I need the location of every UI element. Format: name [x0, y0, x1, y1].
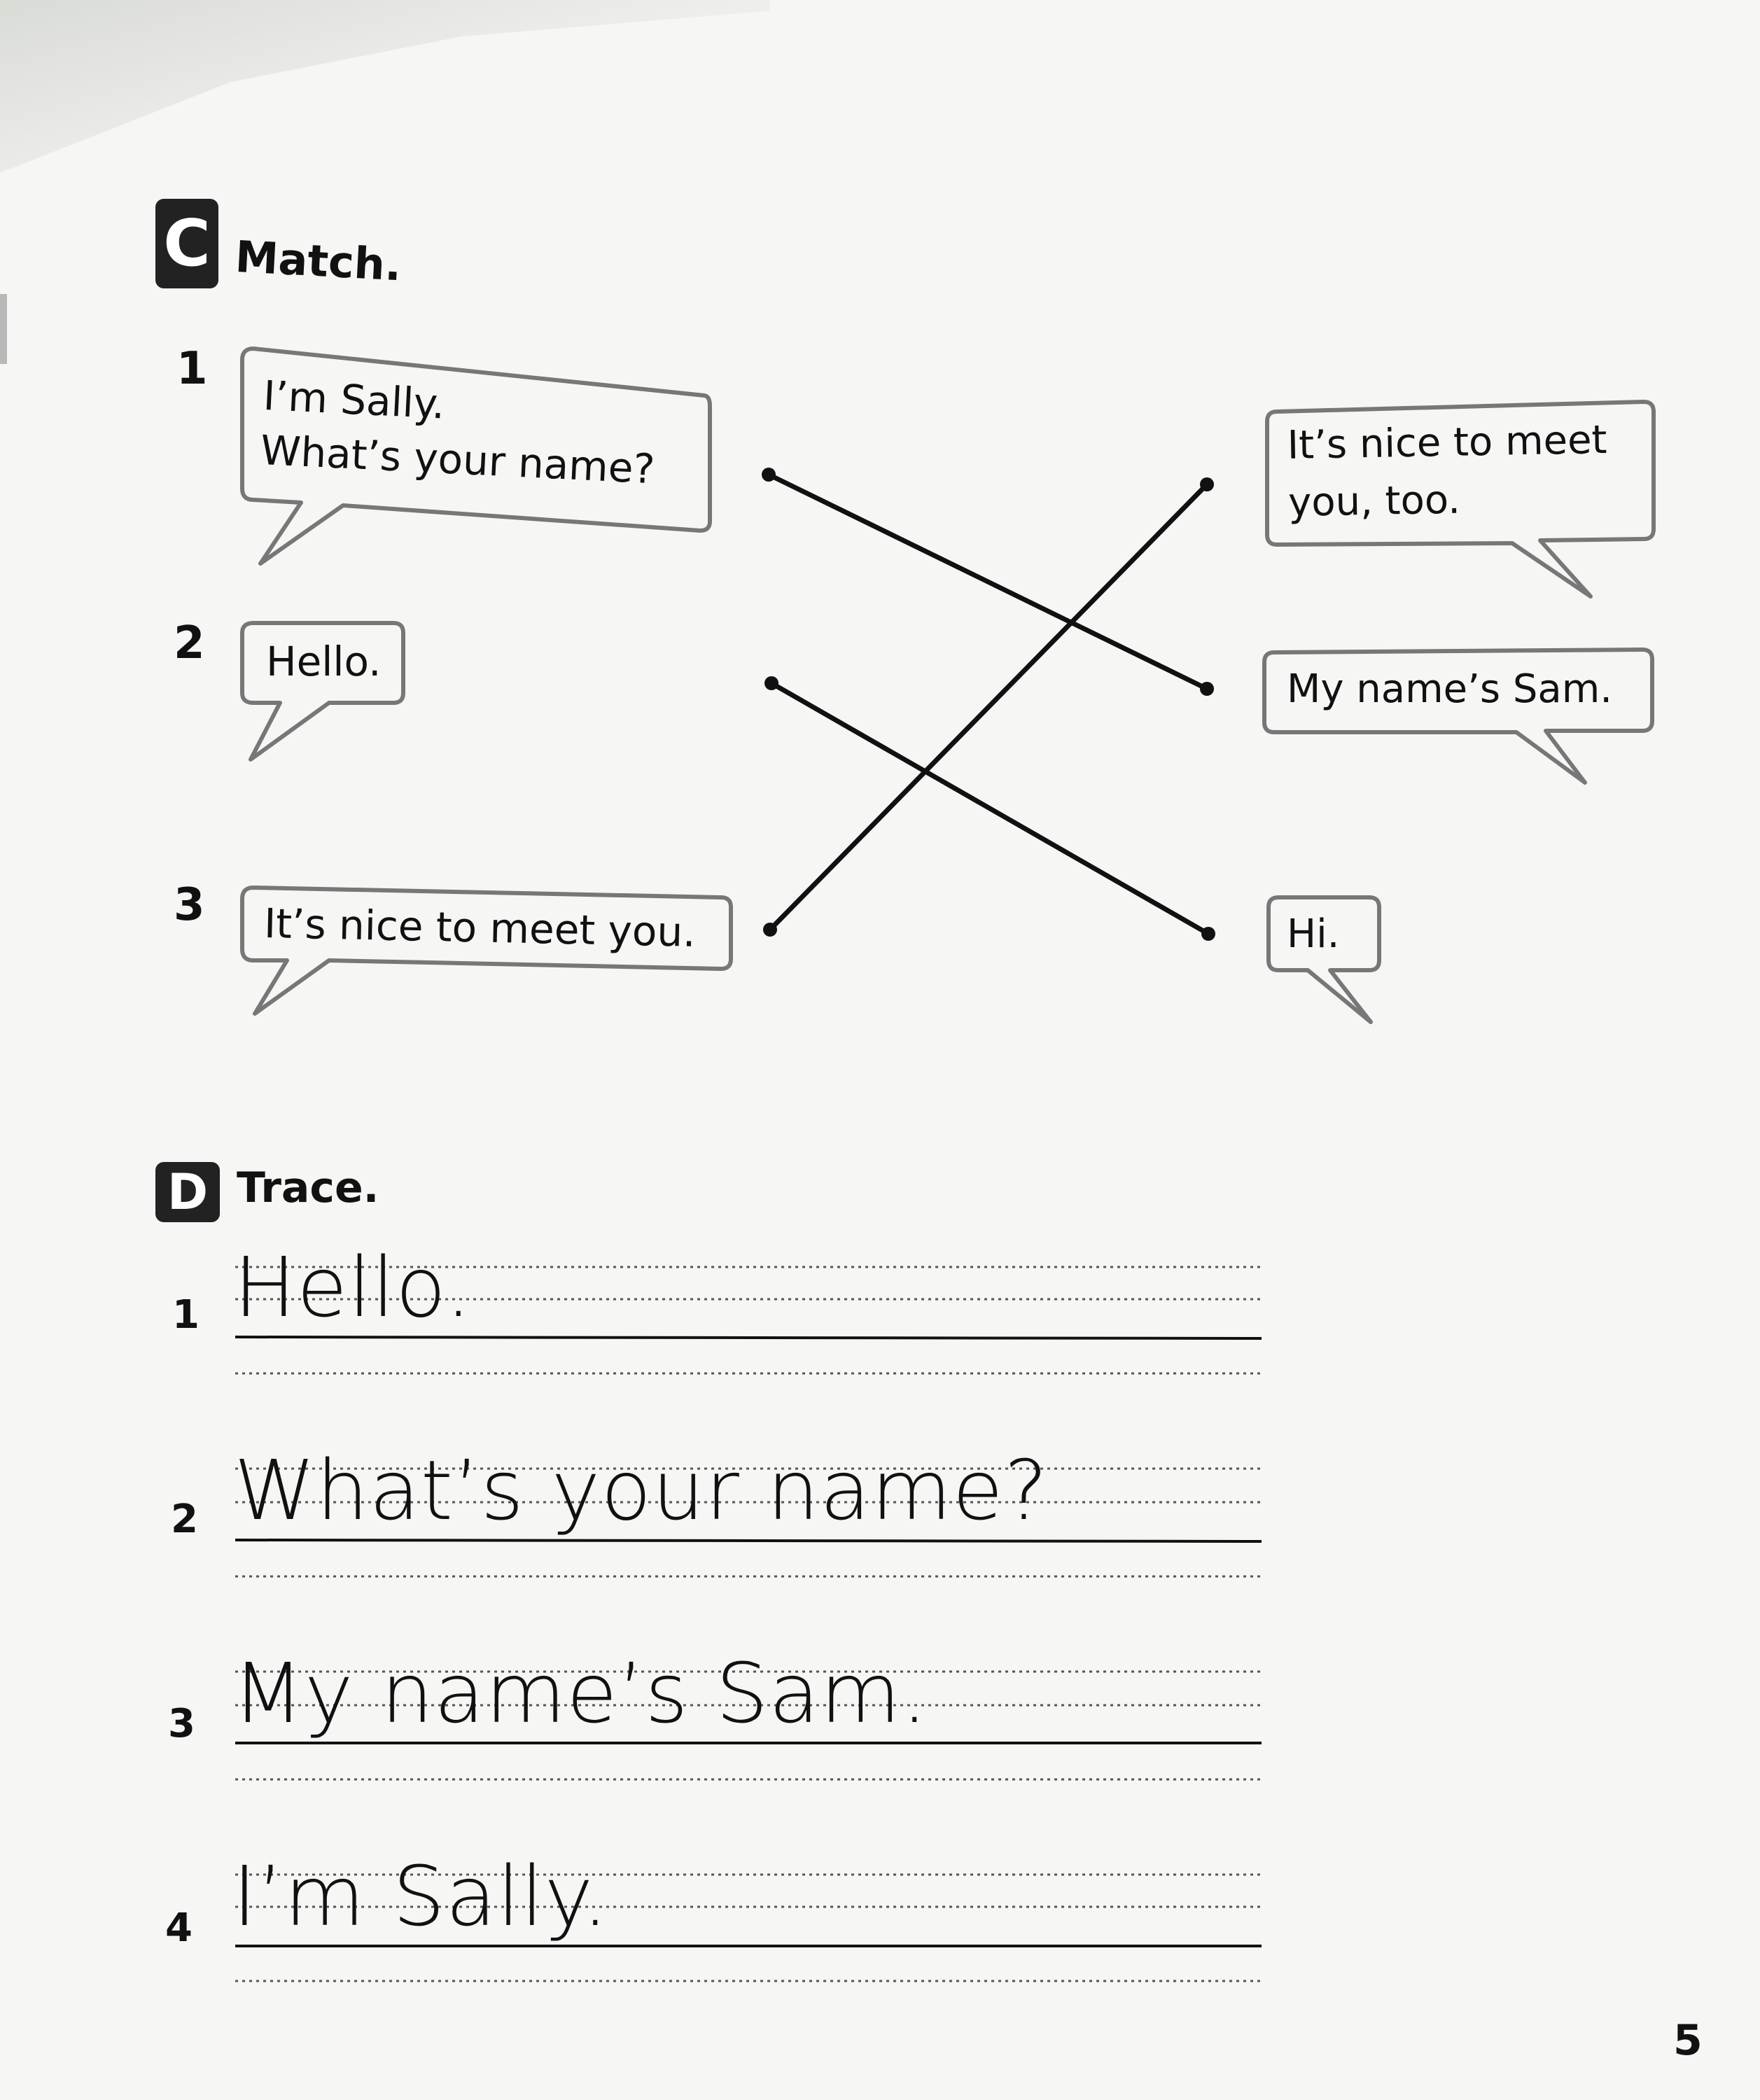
trace-number-2: 2	[171, 1497, 198, 1542]
match-item-number-2: 2	[174, 617, 205, 669]
trace-text-1: Hello.	[234, 1239, 473, 1336]
trace-text-3: My name’s Sam.	[232, 1645, 928, 1742]
section-d-title: Trace.	[237, 1163, 379, 1212]
trace-2-base-line	[235, 1540, 1262, 1541]
match-left-text-1: I’m Sally. What’s your name?	[259, 371, 656, 493]
match-left-text-3: It’s nice to meet you.	[263, 899, 697, 956]
match-left-text-2: Hello.	[266, 638, 382, 685]
match-right-text-3: Hi.	[1287, 911, 1340, 957]
section-c-badge: C	[155, 199, 218, 288]
match-item-number-1: 1	[176, 343, 208, 395]
match-item-number-3: 3	[174, 879, 205, 931]
trace-1-base-line	[235, 1337, 1262, 1338]
match-right-text-1: It’s nice to meet you, too.	[1287, 417, 1607, 526]
page-number: 5	[1673, 2016, 1703, 2065]
trace-number-3: 3	[168, 1701, 195, 1746]
trace-number-4: 4	[165, 1905, 193, 1951]
match-right-text-2: My name’s Sam.	[1287, 666, 1613, 712]
trace-text-2: What’s your name?	[234, 1442, 1049, 1539]
section-d-badge: D	[155, 1162, 220, 1222]
trace-text-4: I’m Sally.	[232, 1848, 610, 1945]
trace-number-1: 1	[172, 1292, 200, 1338]
section-c-title: Match.	[234, 231, 403, 291]
